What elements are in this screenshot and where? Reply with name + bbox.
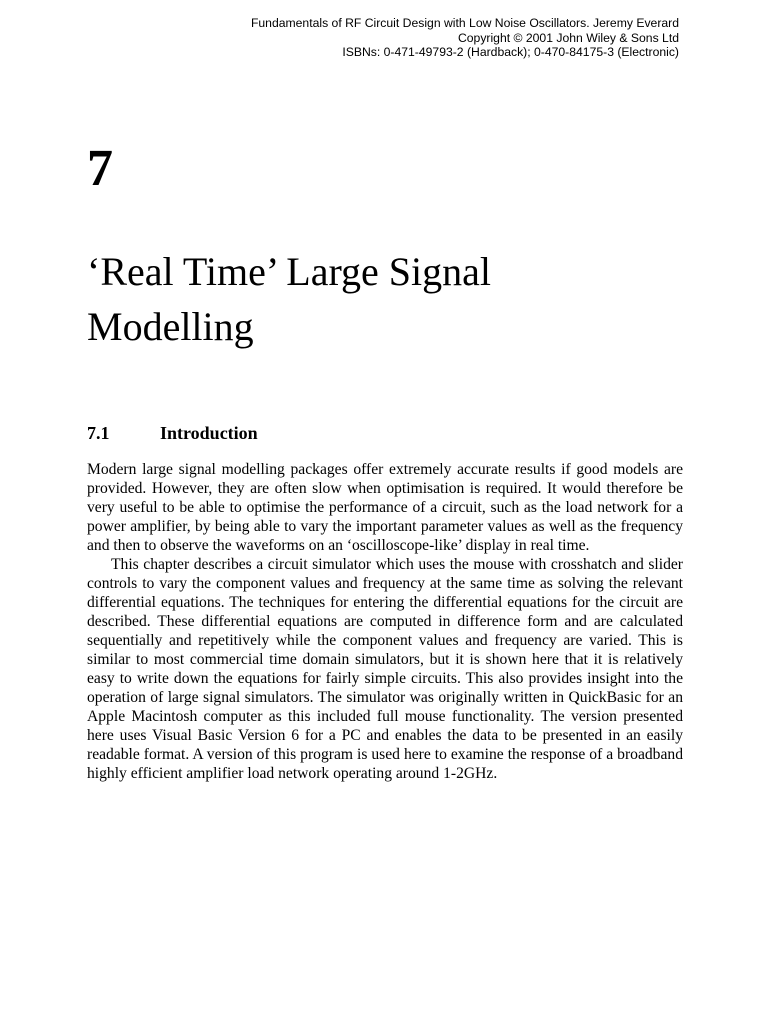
paragraph-2: This chapter describes a circuit simulator which uses the mouse with crosshatch and slider controls to vary the component values and frequency at the same time as solving the relevant differential equations. The techniques for entering the differential equations for the circuit are described. These differential equations are computed in difference form and are calculated sequentially and repetitively while the component values and frequency are varied. This is similar to most commercial time domain simulators, but it is shown here that it is relatively easy to write down the equations for fairly simple circuits. This also provides insight into the operation of large signal simulators. The simulator was originally written in QuickBasic for an Apple Macintosh computer as this included full mouse functionality. The version presented here uses Visual Basic Version 6 for a PC and enables the data to be presented in an easily readable format. A version of this program is used here to examine the response of a broadband highly efficient amplifier load network operating around 1-2GHz.	[87, 556, 683, 782]
section-number: 7.1	[87, 423, 110, 443]
header-book-title: Fundamentals of RF Circuit Design with Low Noise Oscillators. Jeremy Everard	[250, 16, 679, 30]
chapter-number: 7	[87, 140, 113, 197]
header-isbn: ISBNs: 0-471-49793-2 (Hardback); 0-470-84175-3 (Electronic)	[342, 45, 679, 59]
section-heading	[87, 422, 258, 444]
section-title: Introduction	[160, 423, 258, 443]
chapter-title-line-2: Modelling	[87, 304, 254, 349]
paragraph-1: Modern large signal modelling packages offer extremely accurate results if good models are provided. However, they are often slow when optimisation is required. It would therefore be very useful to be able to optimise the performance of a circuit, such as the load network for a power amplifier, by being able to vary the important parameter values as well as the frequency and then to observe the waveforms on an ‘oscilloscope-like’ display in real time.	[87, 461, 683, 554]
chapter-title-line-1: ‘Real Time’ Large Signal	[87, 249, 492, 294]
chapter-title	[87, 244, 687, 354]
body-text	[87, 460, 683, 783]
page-header	[119, 16, 679, 60]
header-copyright: Copyright © 2001 John Wiley & Sons Ltd	[457, 30, 679, 45]
